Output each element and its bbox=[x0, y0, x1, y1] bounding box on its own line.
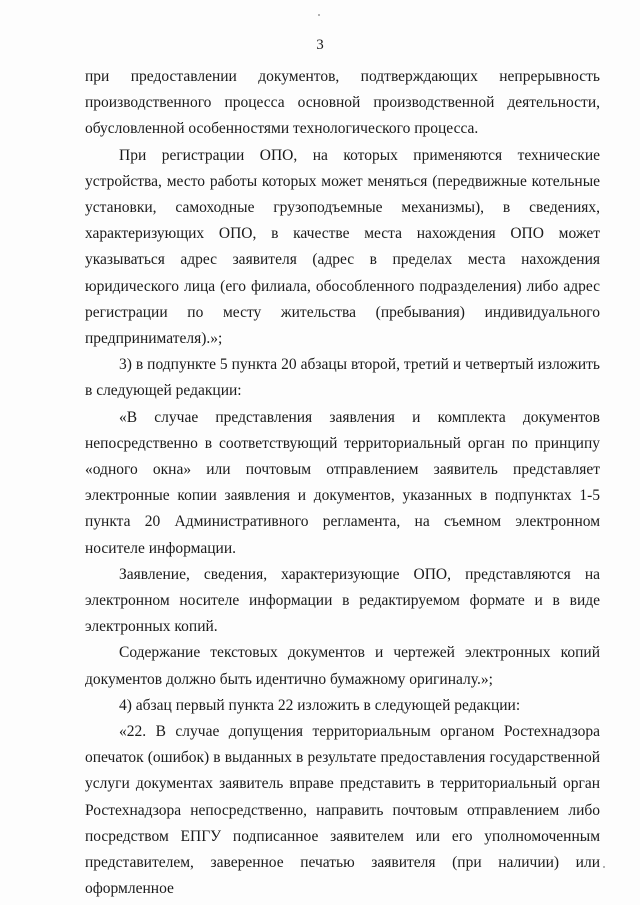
paragraph-document-content: Содержание текстовых документов и чертежей электронных копий документов должно быть идентично бумажному оригиналу.»; bbox=[85, 644, 600, 688]
paragraph-amendment-3: 3) в подпункте 5 пункта 20 абзацы второй, третий и четвертый изложить в следующей редакции: bbox=[85, 356, 600, 400]
paragraph-opo-registration: При регистрации ОПО, на которых применяются технические устройства, место работы которых может меняться (передвижные котельные установки, самоходные грузоподъемные механизмы), в сведениях, характеризующих ОПО, в качестве места нахождения ОПО может указываться адрес заявителя (адрес в пределах места нахождения юридического лица (его филиала, обособленного подразделения) либо адрес регистрации по месту жительства (пребывания) индивидуального предпринимателя).»; bbox=[85, 146, 600, 348]
paragraph-single-window: «В случае представления заявления и комплекта документов непосредственно в соответствующий территориальный орган по принципу «одного окна» или почтовым отправлением заявитель представляет электронные копии заявления и документов, указанных в подпунктах 1-5 пункта 20 Административного регламента, на съемном электронном носителе информации. bbox=[85, 408, 600, 557]
scan-speck bbox=[318, 14, 320, 16]
scan-speck bbox=[603, 866, 605, 868]
page-number: 3 bbox=[316, 37, 324, 53]
paragraph-application-format: Заявление, сведения, характеризующие ОПО, представляются на электронном носителе информации в редактируемом формате и в виде электронных копий. bbox=[85, 565, 600, 636]
document-body bbox=[85, 64, 600, 903]
paragraph-continuation: при предоставлении документов, подтверждающих непрерывность производственного процесса основной производственной деятельности, обусловленной особенностями технологического процесса. bbox=[85, 68, 600, 138]
paragraph-point-22: «22. В случае допущения территориальным органом Ростехнадзора опечаток (ошибок) в выданных в результате предоставления государственной услуги документах заявитель вправе представить в территориальный орган Ростехнадзора непосредственно, направить почтовым отправлением либо посредством ЕПГУ подписанное заявителем или его уполномоченным представителем, заверенное печатью заявителя (при наличии) или оформленное bbox=[85, 723, 600, 898]
paragraph-amendment-4: 4) абзац первый пункта 22 изложить в следующей редакции: bbox=[119, 696, 521, 714]
